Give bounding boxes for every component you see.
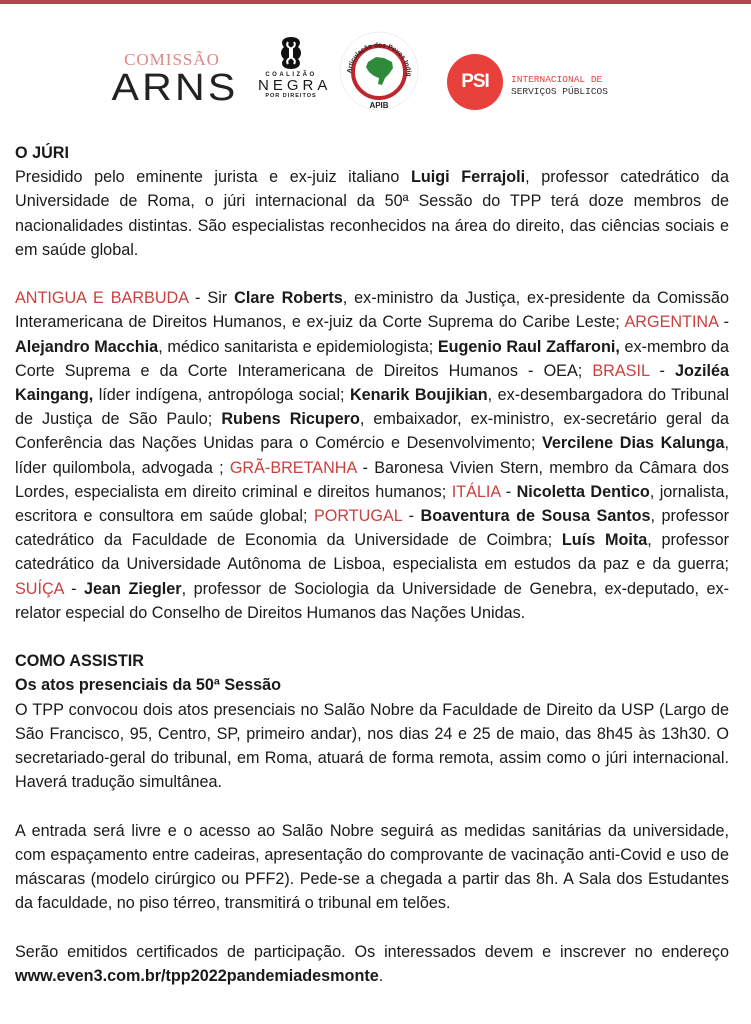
country-label: SUÍÇA — [15, 579, 64, 598]
apib-logo — [338, 30, 420, 112]
country-label: ANTIGUA E BARBUDA — [15, 289, 189, 308]
person-name: Luigi Ferrajoli — [411, 168, 526, 187]
assistir-paragraph-3 — [15, 940, 729, 988]
text-run: , professor catedrático da Universidade de Roma, o júri internacional da 50ª Sessão do TPP terá doze membros de nacionalidades distintas. São especialistas reconhecidos na área do direito, das ciências sociais e em saúde global. — [15, 168, 730, 259]
person-name: Vercilene Dias Kalunga — [542, 434, 725, 453]
text-run: líder indígena, antropóloga social; — [93, 386, 350, 405]
person-name: Kenarik Boujikian — [349, 386, 488, 405]
person-name: Clare Roberts — [234, 289, 343, 308]
psi-logo — [447, 54, 637, 110]
certificates-text: Serão emitidos certificados de participação. Os interessados devem e inscrever no endereço — [15, 942, 729, 961]
text-run: , embaixador, ex-ministro, ex-secretário geral da Conferência das Nações Unidas para o Comércio e Desenvolvimento; — [15, 410, 729, 453]
person-name: Jean Ziegler — [84, 579, 182, 598]
country-label: ARGENTINA — [624, 313, 719, 332]
article-body — [15, 141, 729, 988]
top-accent-bar — [0, 0, 751, 4]
person-name: Rubens Ricupero — [221, 410, 360, 429]
juri-heading: O JÚRI — [15, 144, 69, 162]
text-run: - — [500, 482, 517, 501]
person-name: Luís Moita — [561, 531, 648, 550]
text-run: , professor de Sociologia da Universidade de Genebra, ex-deputado, ex-relator especial do Conselho de Direitos Humanos das Nações Unidas. — [15, 579, 729, 622]
country-label: ITÁLIA — [451, 482, 501, 501]
negra-logo-line3: POR DIREITOS — [265, 93, 317, 99]
arns-logo-line1: COMISSÃO — [124, 50, 220, 69]
assistir-paragraph-1: O TPP convocou dois atos presenciais no Salão Nobre da Faculdade de Direito da USP (Largo de São Francisco, 95, Centro, SP, primeiro andar), nos dias 24 e 25 de maio, das 8h45 às 13h30. O secretariado-geral do tribunal, em Roma, atuará de forma remota, assim como o júri internacional. Haverá tradução simultânea. — [15, 700, 729, 792]
assistir-subheading: Os atos presenciais da 50ª Sessão — [15, 676, 282, 695]
text-run: - Baronesa Vivien Stern, membro da Câmara dos Lordes, especialista em direito criminal e direitos humanos; — [15, 458, 729, 501]
text-run: , líder quilombola, advogada ; — [15, 434, 729, 477]
comissao-arns-logo — [111, 50, 239, 110]
person-name: Joziléa Kaingang, — [15, 361, 729, 405]
psi-logo-line1: INTERNACIONAL DE — [511, 74, 603, 85]
negra-logo-line1: COALIZÃO — [265, 72, 317, 78]
text-run: - — [718, 313, 729, 332]
partner-logos — [0, 28, 751, 118]
psi-badge: PSI — [447, 54, 503, 110]
juri-intro — [15, 165, 729, 262]
person-name: Eugenio Raul Zaffaroni, — [437, 337, 620, 356]
text-run: - — [63, 579, 85, 598]
text-run: , ex-ministro da Justiça, ex-presidente da Comissão Interamericana de Direitos Humanos, e ex-juiz da Corte Suprema do Caribe Leste; — [15, 289, 729, 332]
text-run: - — [649, 361, 675, 380]
person-name: Alejandro Macchia — [15, 337, 159, 356]
text-run: - Sir — [188, 289, 235, 308]
juri-members — [15, 286, 729, 625]
apib-label: APIB — [369, 101, 389, 110]
text-run: ex-membro da Corte Suprema e da Corte Interamericana de Direitos Humanos - OEA; — [15, 337, 729, 380]
text-run: Presidido pelo eminente jurista e ex-juiz italiano — [15, 168, 411, 187]
psi-logo-line2: SERVIÇOS PÚBLICOS — [511, 86, 608, 97]
registration-link[interactable]: www.even3.com.br/tpp2022pandemiadesmonte — [15, 966, 379, 985]
country-label: GRÃ-BRETANHA — [229, 458, 357, 477]
apib-emblem-icon — [338, 30, 420, 112]
assistir-paragraph-2: A entrada será livre e o acesso ao Salão Nobre seguirá as medidas sanitárias da universidade, com espaçamento entre cadeiras, apresentação do comprovante de vacinação anti-Covid e uso de máscaras (modelo cirúrgico ou PFF2). Pede-se a chegada a partir das 8h. A Sala dos Estudantes da faculdade, no piso térreo, transmitirá o tribunal em telões. — [15, 821, 729, 913]
country-label: BRASIL — [592, 361, 650, 380]
assistir-heading: COMO ASSISTIR — [15, 652, 144, 671]
person-name: Boaventura de Sousa Santos — [420, 507, 651, 526]
arns-logo-line2: ARNS — [111, 67, 239, 109]
apib-ring-text: Articulação dos Povos Indíg — [346, 41, 413, 77]
text-run: - — [402, 507, 421, 526]
text-run: , ex-desembargadora do Tribunal de Justiça de São Paulo; — [15, 386, 729, 429]
text-run: , professor catedrático da Faculdade de Economia da Universidade de Coimbra; — [15, 507, 729, 550]
text-run: , jornalista, escritora e consultora em saúde global; — [15, 482, 729, 526]
negra-logo-line2: NEGRA — [258, 77, 332, 94]
country-label: PORTUGAL — [314, 507, 403, 526]
coalizao-symbol-icon — [278, 36, 304, 70]
text-run: , professor catedrático da Universidade Autônoma de Lisboa, especialista em estudos da paz e da guerra; — [15, 531, 730, 574]
text-run: , médico sanitarista e epidemiologista; — [158, 337, 438, 356]
coalizao-negra-logo — [258, 36, 332, 112]
period: . — [378, 966, 384, 985]
person-name: Nicoletta Dentico — [516, 482, 650, 501]
